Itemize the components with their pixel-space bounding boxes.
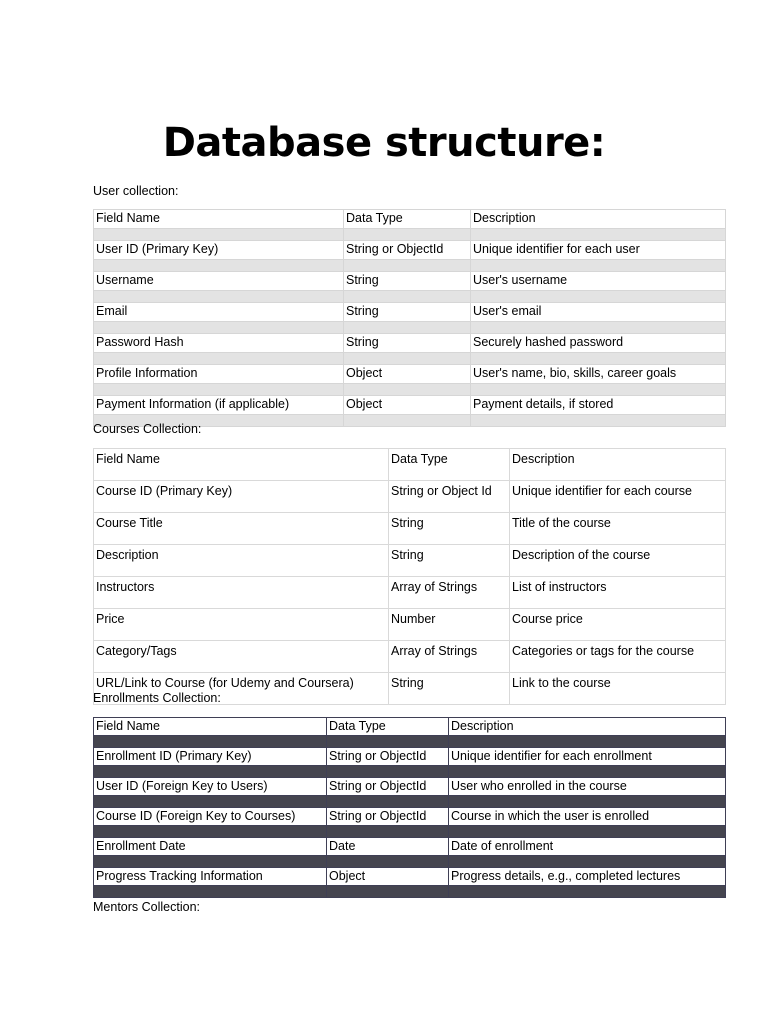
row-band	[94, 796, 726, 808]
table-cell: Username	[94, 272, 344, 291]
band-cell	[471, 322, 726, 334]
band-cell	[94, 796, 327, 808]
row-band	[94, 229, 726, 241]
header-cell: Field Name	[94, 210, 344, 229]
table-cell: Title of the course	[510, 513, 726, 545]
band-cell	[471, 415, 726, 427]
table-cell: Securely hashed password	[471, 334, 726, 353]
header-cell: Description	[510, 449, 726, 481]
band-cell	[344, 415, 471, 427]
row-band	[94, 766, 726, 778]
table-cell: String	[389, 513, 510, 545]
table-cell: String or Object Id	[389, 481, 510, 513]
table-cell: Array of Strings	[389, 577, 510, 609]
band-cell	[327, 736, 449, 748]
row-band	[94, 856, 726, 868]
row-band	[94, 353, 726, 365]
band-cell	[94, 384, 344, 396]
user-collection-caption: User collection:	[93, 184, 179, 198]
table-cell: Profile Information	[94, 365, 344, 384]
enrollments-collection-table	[93, 717, 726, 898]
table-cell: Link to the course	[510, 673, 726, 705]
table-cell: User's username	[471, 272, 726, 291]
band-cell	[94, 766, 327, 778]
band-cell	[471, 353, 726, 365]
header-cell: Field Name	[94, 449, 389, 481]
band-cell	[449, 856, 726, 868]
band-cell	[471, 229, 726, 241]
table-cell: Date of enrollment	[449, 838, 726, 856]
table-cell: Course ID (Primary Key)	[94, 481, 389, 513]
band-cell	[344, 384, 471, 396]
table-cell: String	[344, 272, 471, 291]
table-row	[94, 365, 726, 384]
band-cell	[344, 322, 471, 334]
table-cell: List of instructors	[510, 577, 726, 609]
band-cell	[471, 291, 726, 303]
user-collection-table	[93, 209, 726, 427]
band-cell	[327, 766, 449, 778]
table-cell: Instructors	[94, 577, 389, 609]
table-cell: Enrollment ID (Primary Key)	[94, 748, 327, 766]
band-cell	[449, 766, 726, 778]
row-band	[94, 260, 726, 272]
table-cell: Unique identifier for each course	[510, 481, 726, 513]
table-row	[94, 778, 726, 796]
band-cell	[94, 322, 344, 334]
band-cell	[344, 353, 471, 365]
table-cell: Progress Tracking Information	[94, 868, 327, 886]
band-cell	[344, 260, 471, 272]
header-cell: Data Type	[389, 449, 510, 481]
table-row	[94, 272, 726, 291]
table-cell: User's email	[471, 303, 726, 322]
table-row	[94, 545, 726, 577]
table-cell: Number	[389, 609, 510, 641]
table-row	[94, 609, 726, 641]
band-cell	[449, 826, 726, 838]
header-row	[94, 718, 726, 736]
table-cell: Price	[94, 609, 389, 641]
header-row	[94, 449, 726, 481]
table-cell: Course ID (Foreign Key to Courses)	[94, 808, 327, 826]
table-row	[94, 513, 726, 545]
table-cell: Object	[344, 365, 471, 384]
header-cell: Field Name	[94, 718, 327, 736]
table-cell: String	[389, 545, 510, 577]
band-cell	[344, 291, 471, 303]
table-cell: URL/Link to Course (for Udemy and Coursera)	[94, 673, 389, 705]
table-row	[94, 641, 726, 673]
table-cell: Object	[327, 868, 449, 886]
row-band	[94, 384, 726, 396]
table-cell: User ID (Primary Key)	[94, 241, 344, 260]
table-cell: Category/Tags	[94, 641, 389, 673]
table-cell: User ID (Foreign Key to Users)	[94, 778, 327, 796]
band-cell	[94, 291, 344, 303]
row-band	[94, 736, 726, 748]
band-cell	[327, 886, 449, 898]
table-cell: Categories or tags for the course	[510, 641, 726, 673]
table-row	[94, 838, 726, 856]
table-cell: String	[389, 673, 510, 705]
table-cell: Enrollment Date	[94, 838, 327, 856]
table-cell: Course Title	[94, 513, 389, 545]
header-cell: Data Type	[344, 210, 471, 229]
row-band	[94, 886, 726, 898]
table-row	[94, 868, 726, 886]
table-cell: Payment Information (if applicable)	[94, 396, 344, 415]
table-cell: Payment details, if stored	[471, 396, 726, 415]
row-band	[94, 322, 726, 334]
table-cell: Email	[94, 303, 344, 322]
table-row	[94, 396, 726, 415]
table-cell: User who enrolled in the course	[449, 778, 726, 796]
table-cell: String or ObjectId	[344, 241, 471, 260]
table-row	[94, 577, 726, 609]
row-band	[94, 826, 726, 838]
table-cell: String	[344, 334, 471, 353]
band-cell	[449, 736, 726, 748]
band-cell	[327, 856, 449, 868]
band-cell	[94, 736, 327, 748]
band-cell	[94, 856, 327, 868]
header-row	[94, 210, 726, 229]
header-cell: Description	[471, 210, 726, 229]
band-cell	[94, 260, 344, 272]
table-row	[94, 334, 726, 353]
table-row	[94, 808, 726, 826]
band-cell	[449, 886, 726, 898]
table-cell: Course in which the user is enrolled	[449, 808, 726, 826]
table-cell: String or ObjectId	[327, 808, 449, 826]
band-cell	[471, 260, 726, 272]
table-cell: Unique identifier for each user	[471, 241, 726, 260]
table-cell: Description of the course	[510, 545, 726, 577]
courses-collection-caption: Courses Collection:	[93, 422, 202, 436]
band-cell	[94, 353, 344, 365]
band-cell	[327, 826, 449, 838]
table-cell: Course price	[510, 609, 726, 641]
table-cell: Password Hash	[94, 334, 344, 353]
table-cell: Unique identifier for each enrollment	[449, 748, 726, 766]
table-cell: String or ObjectId	[327, 778, 449, 796]
band-cell	[471, 384, 726, 396]
table-cell: User's name, bio, skills, career goals	[471, 365, 726, 384]
band-cell	[327, 796, 449, 808]
row-band	[94, 291, 726, 303]
band-cell	[94, 886, 327, 898]
header-cell: Data Type	[327, 718, 449, 736]
table-row	[94, 303, 726, 322]
courses-collection-table	[93, 448, 726, 705]
table-cell: String	[344, 303, 471, 322]
table-cell: Progress details, e.g., completed lectures	[449, 868, 726, 886]
enrollments-collection-caption: Enrollments Collection:	[93, 691, 221, 705]
band-cell	[344, 229, 471, 241]
table-cell: String or ObjectId	[327, 748, 449, 766]
table-row	[94, 241, 726, 260]
mentors-collection-caption: Mentors Collection:	[93, 900, 200, 914]
header-cell: Description	[449, 718, 726, 736]
table-cell: Description	[94, 545, 389, 577]
table-cell: Object	[344, 396, 471, 415]
table-cell: Date	[327, 838, 449, 856]
page-title: Database structure:	[162, 119, 606, 166]
band-cell	[94, 229, 344, 241]
table-row	[94, 748, 726, 766]
band-cell	[94, 826, 327, 838]
band-cell	[449, 796, 726, 808]
table-cell: Array of Strings	[389, 641, 510, 673]
table-row	[94, 481, 726, 513]
